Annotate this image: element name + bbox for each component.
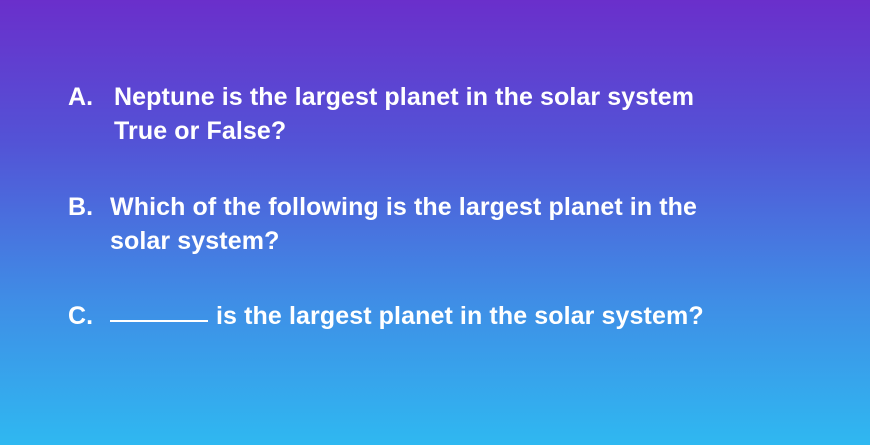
question-text-line1: Neptune is the largest planet in the solar system bbox=[114, 83, 695, 111]
question-letter: B. bbox=[68, 193, 94, 221]
question-text: is the largest planet in the solar system? bbox=[216, 302, 704, 330]
question-c bbox=[68, 299, 704, 333]
question-a bbox=[68, 80, 694, 148]
question-b bbox=[68, 190, 697, 258]
question-text-line2: solar system? bbox=[110, 227, 280, 255]
question-letter: C. bbox=[68, 302, 94, 330]
question-letter: A. bbox=[68, 83, 94, 111]
question-text-line2: True or False? bbox=[114, 117, 287, 145]
question-text-line1: Which of the following is the largest planet in the bbox=[110, 193, 698, 221]
fill-in-blank-line bbox=[110, 320, 208, 322]
